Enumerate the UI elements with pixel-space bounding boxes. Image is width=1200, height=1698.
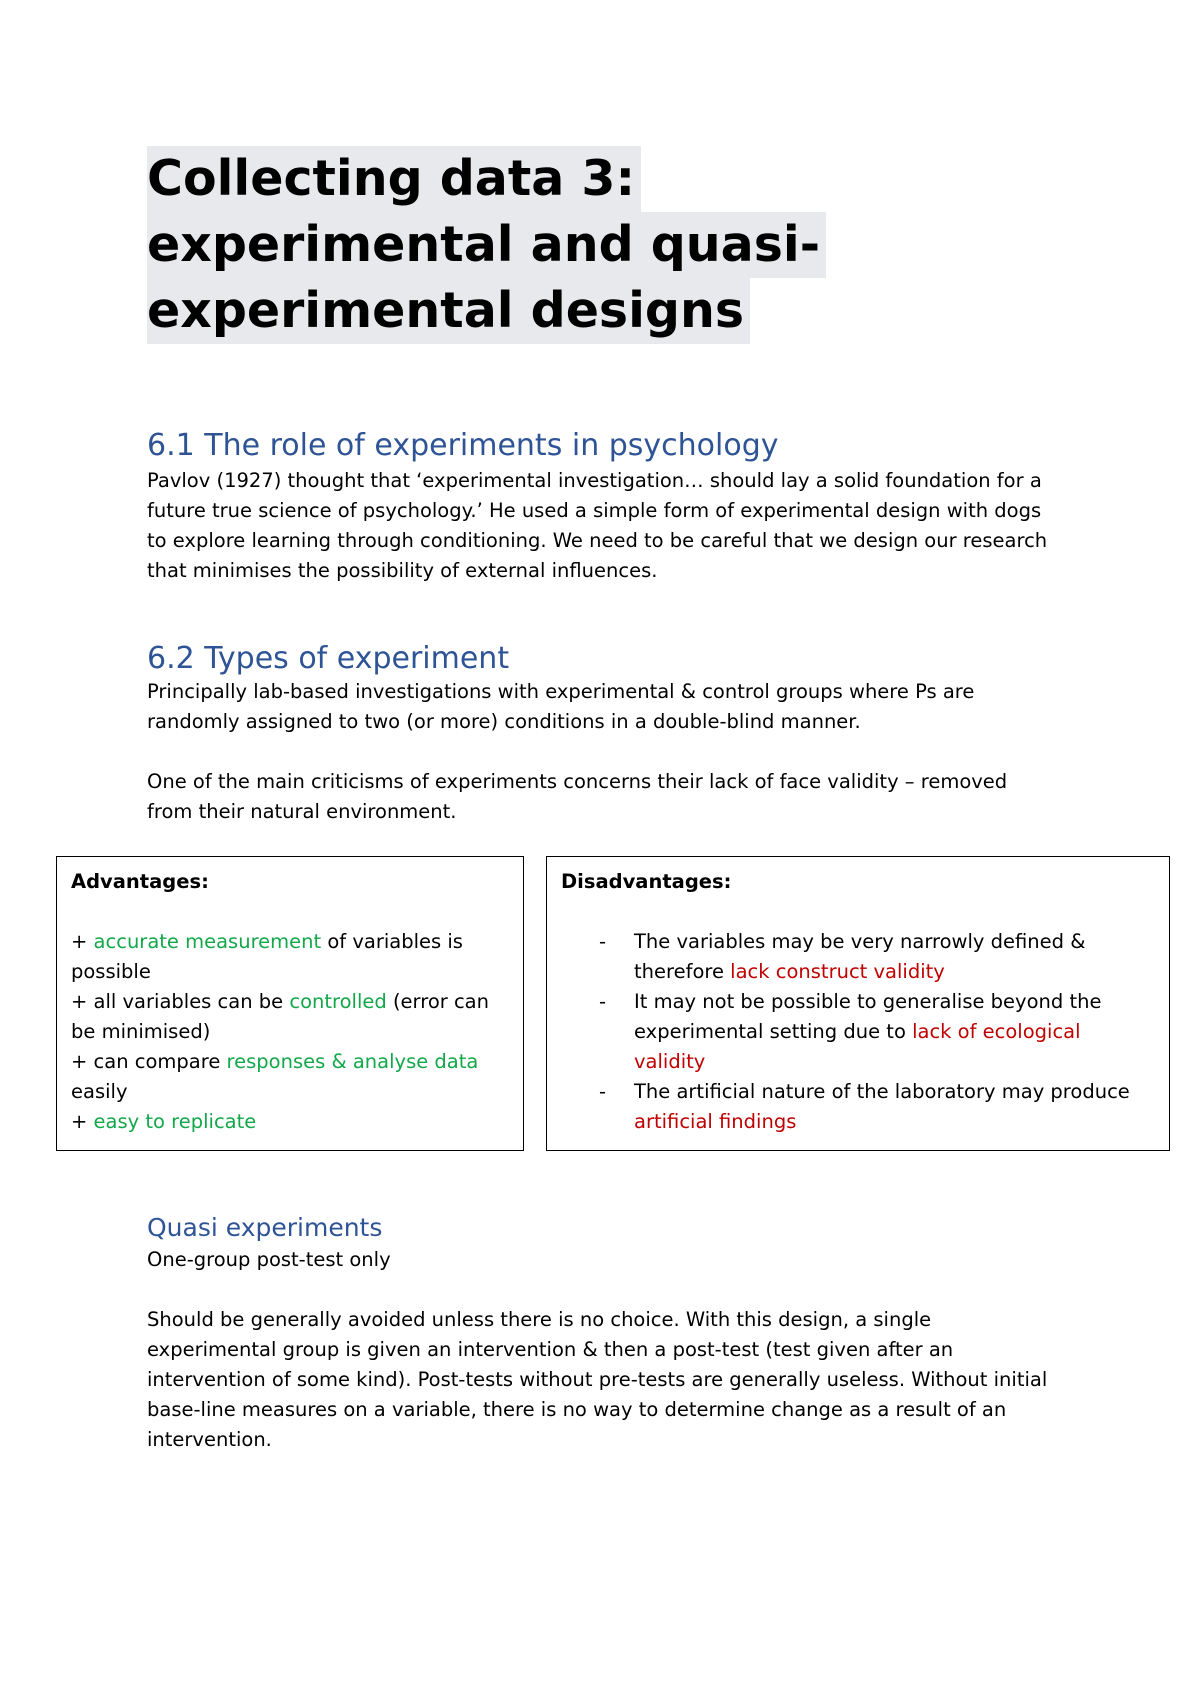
paragraph-line: intervention. <box>147 1428 272 1451</box>
disadvantages-list <box>547 927 1157 1137</box>
title-line-2: experimental and quasi- <box>147 212 826 278</box>
document-title <box>147 146 826 344</box>
dash-bullet: - <box>599 1080 607 1103</box>
list-item <box>547 927 1157 987</box>
paragraph-line: from their natural environment. <box>147 800 457 823</box>
paragraph-line: that minimises the possibility of external influences. <box>147 559 658 582</box>
text-run: (error can <box>386 990 489 1013</box>
disadvantage-line: artificial findings <box>634 1110 797 1133</box>
section-6-2-paragraph-1 <box>147 677 1077 737</box>
list-item <box>547 987 1157 1077</box>
text-run: + <box>71 930 94 953</box>
highlight-green: responses & analyse data <box>226 1050 479 1073</box>
text-run: + can compare <box>71 1050 227 1073</box>
section-6-2-paragraph-2 <box>147 767 1077 827</box>
disadvantage-line: The variables may be very narrowly defined & <box>634 930 1086 953</box>
disadvantage-line: The artificial nature of the laboratory may produce <box>634 1080 1130 1103</box>
dash-bullet: - <box>599 930 607 953</box>
paragraph-line: One-group post-test only <box>147 1248 391 1271</box>
quasi-subtitle <box>147 1245 1077 1275</box>
quasi-experiments-heading: Quasi experiments <box>147 1213 383 1242</box>
paragraph-line: future true science of psychology.’ He used a simple form of experimental design with dogs <box>147 499 1042 522</box>
highlight-green: accurate measurement <box>93 930 322 953</box>
title-line-1: Collecting data 3: <box>147 146 641 212</box>
text-run: + <box>71 1110 94 1133</box>
paragraph-line: experimental group is given an intervention & then a post-test (test given after an <box>147 1338 954 1361</box>
quasi-paragraph <box>147 1305 1077 1455</box>
paragraph-line: Pavlov (1927) thought that ‘experimental investigation… should lay a solid foundation for a <box>147 469 1042 492</box>
section-6-1-paragraph <box>147 466 1077 586</box>
highlight-red: lack of ecological <box>912 1020 1081 1043</box>
paragraph-line: base-line measures on a variable, there is no way to determine change as a result of an <box>147 1398 1007 1421</box>
advantage-line <box>71 1107 489 1137</box>
text-run: therefore <box>634 960 731 983</box>
advantage-line: be minimised) <box>71 1020 211 1043</box>
disadvantage-line: It may not be possible to generalise beyond the <box>634 990 1102 1013</box>
highlight-red: lack construct validity <box>730 960 945 983</box>
paragraph-line: to explore learning through conditioning. We need to be careful that we design our research <box>147 529 1048 552</box>
disadvantages-title: Disadvantages: <box>561 870 732 893</box>
advantage-line: possible <box>71 960 151 983</box>
highlight-green: easy to replicate <box>93 1110 257 1133</box>
paragraph-line: Should be generally avoided unless there is no choice. With this design, a single <box>147 1308 932 1331</box>
advantages-title: Advantages: <box>71 870 209 893</box>
advantage-line: easily <box>71 1080 128 1103</box>
text-run: + all variables can be <box>71 990 290 1013</box>
text-run: of variables is <box>321 930 463 953</box>
section-heading-6-1: 6.1 The role of experiments in psychology <box>147 428 779 463</box>
disadvantages-box <box>546 856 1170 1151</box>
list-item <box>547 1077 1157 1137</box>
paragraph-line: randomly assigned to two (or more) conditions in a double-blind manner. <box>147 710 861 733</box>
section-heading-6-2: 6.2 Types of experiment <box>147 641 510 676</box>
disadvantage-line: validity <box>634 1050 706 1073</box>
highlight-green: controlled <box>289 990 387 1013</box>
paragraph-line: intervention of some kind). Post-tests without pre-tests are generally useless. Without initial <box>147 1368 1048 1391</box>
advantage-line <box>71 1047 489 1077</box>
advantage-line <box>71 927 489 957</box>
title-line-3: experimental designs <box>147 278 750 344</box>
disadvantage-line <box>634 957 1157 987</box>
advantages-list <box>71 927 489 1137</box>
advantage-line <box>71 987 489 1017</box>
paragraph-line: Principally lab-based investigations with experimental & control groups where Ps are <box>147 680 975 703</box>
dash-bullet: - <box>599 990 607 1013</box>
advantages-box <box>56 856 524 1151</box>
disadvantage-line <box>634 1017 1157 1047</box>
paragraph-line: One of the main criticisms of experiments concerns their lack of face validity – removed <box>147 770 1008 793</box>
text-run: experimental setting due to <box>634 1020 913 1043</box>
